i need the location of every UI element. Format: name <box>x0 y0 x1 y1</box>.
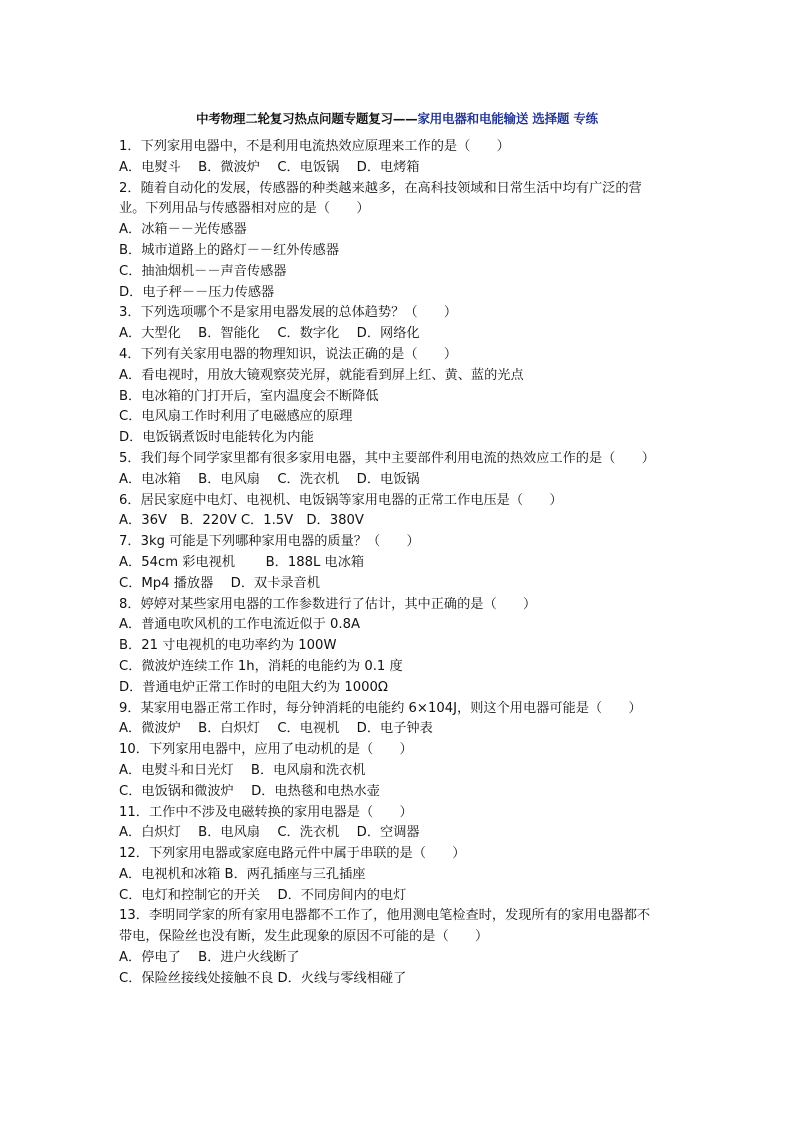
question-7-options-ab: A．54cm 彩电视机 B．188L 电冰箱 <box>119 554 365 570</box>
question-list <box>119 137 679 990</box>
question-13-stem-line-2: 带电，保险丝也没有断，发生此现象的原因不可能的是（ ） <box>119 929 489 945</box>
question-5-stem: 5．我们每个同学家里都有很多家用电器，其中主要部件利用电流的热效应工作的是（ ） <box>119 450 655 466</box>
question-8-option-a: A．普通电吹风机的工作电流近似于 0.8A <box>119 617 361 633</box>
title-topic: 家用电器和电能输送 选择题 专练 <box>417 111 598 126</box>
question-1-stem: 1．下列家用电器中，不是利用电流热效应原理来工作的是（ ） <box>119 139 510 154</box>
question-7-stem: 7．3kg 可能是下列哪种家用电器的质量？（ ） <box>119 534 420 550</box>
question-7-options-cd: C．Mp4 播放器 D．双卡录音机 <box>119 575 320 591</box>
question-9-stem: 9．某家用电器正常工作时，每分钟消耗的电能约 6×104J，则这个用电器可能是（ ） <box>119 700 642 716</box>
question-5-options: A．电冰箱 B．电风扇 C．洗衣机 D．电饭锅 <box>119 471 420 487</box>
question-2-option-d: D．电子秤－－压力传感器 <box>119 284 275 300</box>
question-2-option-b: B．城市道路上的路灯－－红外传感器 <box>119 242 340 258</box>
document-title <box>0 109 794 127</box>
question-2-option-a: A．冰箱－－光传感器 <box>119 222 247 238</box>
question-2-option-c: C．抽油烟机－－声音传感器 <box>119 263 287 279</box>
question-10-options-ab: A．电熨斗和日光灯 B．电风扇和洗衣机 <box>119 762 366 778</box>
title-main: 中考物理二轮复习热点问题专题复习—— <box>196 111 418 126</box>
question-3-options: A．大型化 B．智能化 C．数字化 D．网络化 <box>119 326 420 342</box>
question-4-option-d: D．电饭锅煮饭时电能转化为内能 <box>119 430 314 446</box>
question-12-stem: 12．下列家用电器或家庭电路元件中属于串联的是（ ） <box>119 846 466 862</box>
question-8-option-b: B．21 寸电视机的电功率约为 100W <box>119 638 337 654</box>
question-13-options-ab: A．停电了 B．进户火线断了 <box>119 950 300 966</box>
question-13-options-cd: C．保险丝接线处接触不良 D．火线与零线相碰了 <box>119 970 407 986</box>
question-10-stem: 10．下列家用电器中，应用了电动机的是（ ） <box>119 742 413 758</box>
question-9-options: A．微波炉 B．白炽灯 C．电视机 D．电子钟表 <box>119 721 433 737</box>
question-8-option-d: D．普通电炉正常工作时的电阻大约为 1000Ω <box>119 679 388 695</box>
question-4-option-c: C．电风扇工作时利用了电磁感应的原理 <box>119 409 353 425</box>
question-4-option-b: B．电冰箱的门打开后，室内温度会不断降低 <box>119 388 379 404</box>
question-6-stem: 6．居民家庭中电灯、电视机、电饭锅等家用电器的正常工作电压是（ ） <box>119 492 563 508</box>
question-11-options: A．白炽灯 B．电风扇 C．洗衣机 D．空调器 <box>119 825 420 841</box>
question-12-options-ab: A．电视机和冰箱 B．两孔插座与三孔插座 <box>119 866 366 882</box>
question-8-option-c: C．微波炉连续工作 1h，消耗的电能约为 0.1 度 <box>119 658 403 674</box>
question-1-options: A．电熨斗 B．微波炉 C．电饭锅 D．电烤箱 <box>119 159 420 175</box>
question-3-stem: 3．下列选项哪个不是家用电器发展的总体趋势？（ ） <box>119 305 458 321</box>
question-11-stem: 11．工作中不涉及电磁转换的家用电器是（ ） <box>119 804 413 820</box>
question-4-option-a: A．看电视时，用放大镜观察荧光屏，就能看到屏上红、黄、蓝的光点 <box>119 367 524 383</box>
question-13-stem-line-1: 13．李明同学家的所有家用电器都不工作了，他用测电笔检查时，发现所有的家用电器都不 <box>119 908 651 924</box>
question-10-options-cd: C．电饭锅和微波炉 D．电热毯和电热水壶 <box>119 783 380 799</box>
question-12-options-cd: C．电灯和控制它的开关 D．不同房间内的电灯 <box>119 887 407 903</box>
question-6-options: A．36V B．220V C．1.5V D．380V <box>119 513 364 529</box>
question-8-stem: 8．婷婷对某些家用电器的工作参数进行了估计，其中正确的是（ ） <box>119 596 537 612</box>
question-2-stem-line-2: 业。下列用品与传感器相对应的是（ ） <box>119 201 370 217</box>
question-2-stem-line-1: 2．随着自动化的发展，传感器的种类越来越多，在高科技领域和日常生活中均有广泛的营 <box>119 180 642 196</box>
question-4-stem: 4．下列有关家用电器的物理知识，说法正确的是（ ） <box>119 346 458 362</box>
